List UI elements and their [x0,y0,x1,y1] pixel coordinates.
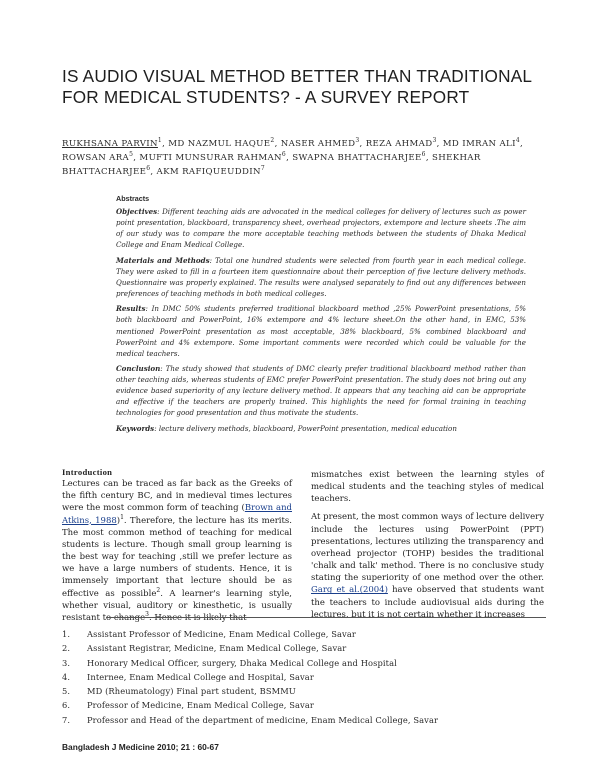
abstract-objectives: Objectives: Different teaching aids are advocated in the medical colleges for delivery of lectures such as power point presentation, blackboard, transparency sheet, overhead projectors, extempore and lecture sheets .The aim of our study was to compare the more acceptable teaching methods between the students of Dhaka Medical College and Enam Medical College. [116,207,526,250]
footnote-number: 3. [62,657,71,668]
footnote-number: 4. [62,671,71,682]
section-heading-introduction: Introduction [62,467,113,477]
footnote-item [62,684,542,698]
footnote-text: Professor of Medicine, Enam Medical College, Savar [87,700,314,711]
author-list: RUKHSANA PARVIN$^1$, MD NAZMUL HAQUE$^2$, NASER AHMED$^3$, REZA AHMAD$^3$, MD IMRAN ALI$^4$, ROWSAN ARA$^5$, MUFTI MUNSURAR RAHMAN$^6$, SWAPNA BHATTACHARJEE$^6$, SHEKHAR BHATTACHARJEE$^6$, AKM RAFIQUEUDDIN$^7$ [62,137,524,177]
author-name: SHEKHAR BHATTACHARJEE [62,153,481,177]
author-name: NASER AHMED [280,139,356,149]
author-affiliation-mark: 4 [515,137,521,145]
citation-link-garg[interactable]: Garg et al.(2004) [311,585,388,596]
author-name: MUFTI MUNSURAR RAHMAN [139,153,282,163]
footnote-item [62,656,542,670]
footnote-number: 5. [62,686,71,697]
footnote-number: 2. [62,643,71,654]
author-affiliation-mark: 1 [157,137,163,145]
col2-paragraph-2: At present, the most common ways of lecture delivery include the lectures using PowerPoint (PPT) presentations, lectures utilizing the transparency and overhead projector (TOHP) besides the traditional 'chalk and talk' method. There is no conclusive study stating the superiority of one method over the other. Garg et al.(2004) have observed that students want the teachers to include audiovisual aids during the lectures, but it is not certain whether it increases [311,512,544,620]
author-name: MD IMRAN ALI [442,139,516,149]
footnote-item [62,627,542,641]
footnote-item [62,670,542,684]
author-name: RUKHSANA PARVIN [62,139,158,149]
footnote-item [62,698,542,712]
col2-paragraph-1: mismatches exist between the learning styles of medical students and the teaching styles of medical teachers. [311,470,544,505]
author-name: SWAPNA BHATTACHARJEE [292,153,422,163]
author-name: AKM RAFIQUEUDDIN [156,167,261,177]
abstract [116,193,526,438]
abstract-results: Results: In DMC 50% students preferred traditional blackboard method ,25% PowerPoint presentations, 5% both blackboard and PowerPoint, 16% extempore and 4% lecture sheet.On the other hand, in EMC, 53% mentioned PowerPoint presentation as most acceptable, 38% blackboard, 5% combined blackboard and PowerPoint and 4% extempore. Some important comments were recorded which could be valuable for the medical teachers. [116,304,526,358]
author-name: MD NAZMUL HAQUE [168,139,271,149]
author-name: REZA AHMAD [365,139,433,149]
author-affiliation-mark: 6 [281,151,287,159]
author-affiliation-mark: 5 [129,151,134,159]
footnote-divider [106,617,546,618]
abstract-heading: Abstracts [116,194,150,203]
footnote-number: 7. [62,714,71,725]
footnote-text: Professor and Head of the department of medicine, Enam Medical College, Savar [87,714,439,725]
author-affiliation-mark: 6 [146,165,151,173]
citation-link-brown-atkins[interactable]: Brown and Atkins, 1988 [62,503,292,526]
body-column-right [311,469,544,621]
affiliation-footnotes [62,627,542,727]
author-affiliation-mark: 7 [260,165,266,173]
footnote-item [62,713,542,727]
author-name: ROWSAN ARA [62,153,130,163]
author-affiliation-mark: 3 [432,137,437,145]
abstract-methods: Materials and Methods: Total one hundred students were selected from fourth year in each medical college. They were asked to fill in a fourteen item questionnaire about their perception of five lecture delivery methods. Questionnaire was properly explained. The results were analysed separately to find out any differences between preferences of teaching methods in both medical colleges. [116,255,526,298]
abstract-keywords: Keywords: lecture delivery methods, blackboard, PowerPoint presentation, medical education [116,423,457,433]
footnote-item [62,641,542,655]
footnote-text: Internee, Enam Medical College and Hospital, Savar [87,671,314,682]
abstract-conclusion: Conclusion: The study showed that students of DMC clearly prefer traditional blackboard method rather than other teaching aids, whereas students of EMC prefer PowerPoint presentation. The study does not bring out any evidence based superiority of any lecture delivery method. It appears that any teaching aid can be appropriate and effective if the teachers are properly trained. This highlights the need for formal training in teaching technologies for good presentation and thus motivate the students. [116,364,526,418]
footnote-text: Assistant Professor of Medicine, Enam Medical College, Savar [87,629,356,639]
intro-paragraph: Lectures can be traced as far back as the Greeks of the fifth century BC, and in medieval times lectures were the most common form of teaching (Brown and Atkins, 1988)$^1$. Therefore, the lecture has its merits. The most common method of teaching for medical students is lecture. Though small group learning is the best way for teaching ,still we prefer lecture as we have a large numbers of students. Hence, it is immensely important that lecture should be as effective as possible$^2$. A learner's learning style, whether visual, auditory or kinesthetic, is usually resistant to change$^3$. Hence it is likely that [62,479,292,623]
article-title: IS AUDIO VISUAL METHOD BETTER THAN TRADITIONAL FOR MEDICAL STUDENTS? - A SURVEY REPORT [62,66,532,107]
author-affiliation-mark: 6 [421,151,426,159]
journal-citation: Bangladesh J Medicine 2010; 21 : 60-67 [62,742,219,752]
footnote-number: 6. [62,700,71,711]
author-affiliation-mark: 3 [355,137,360,145]
footnote-text: Honorary Medical Officer, surgery, Dhaka Medical College and Hospital [87,657,397,668]
body-column-left [62,466,292,624]
footnote-number: 1. [62,629,71,639]
author-affiliation-mark: 2 [270,137,275,145]
footnote-text: MD (Rheumatology) Final part student, BSMMU [87,686,296,697]
footnote-text: Assistant Registrar, Medicine, Enam Medical College, Savar [87,643,347,654]
